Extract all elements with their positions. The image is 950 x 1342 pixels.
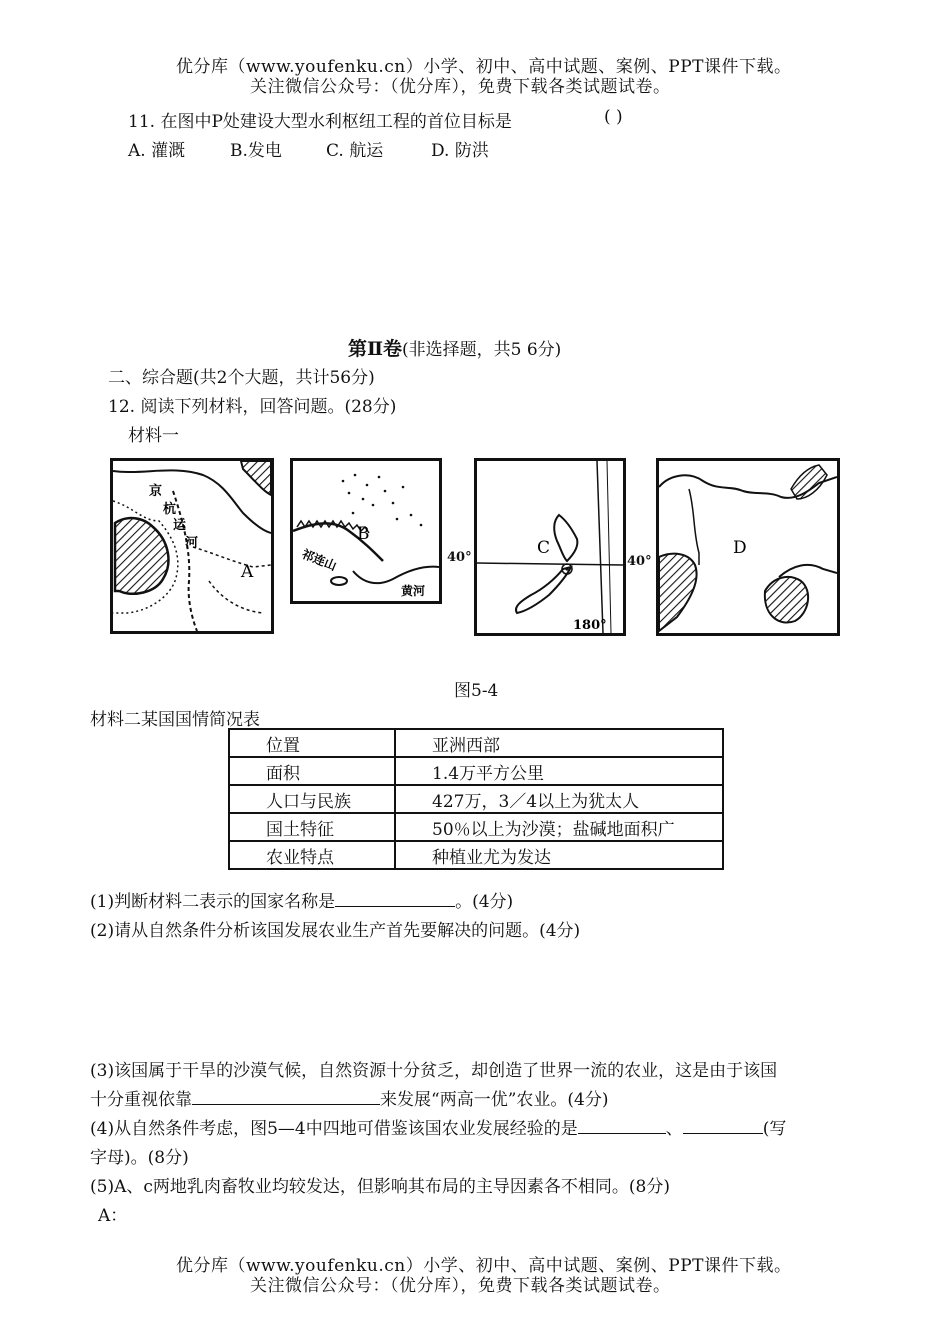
material1-label: 材料一 bbox=[128, 426, 179, 446]
material2-title: 材料二某国国情简况表 bbox=[90, 710, 260, 730]
question-4-line-1 bbox=[90, 1114, 786, 1139]
map-b-river: 黄河 bbox=[401, 584, 426, 598]
footer-line-1: 优分库（www.youfenku.cn）小学、初中、高中试题、案例、PPT课件下载。 bbox=[176, 1256, 792, 1276]
question-3-line-2 bbox=[90, 1085, 608, 1110]
figure-caption: 图5-4 bbox=[454, 681, 499, 701]
answer-blank-1[interactable] bbox=[335, 892, 455, 907]
map-a bbox=[110, 458, 274, 634]
table-key: 人口与民族 bbox=[229, 785, 395, 813]
question-5-answer-a: A： bbox=[98, 1206, 128, 1226]
table-value: 种植业尤为发达 bbox=[395, 841, 723, 869]
q11-option-b: B.发电 bbox=[230, 141, 282, 161]
question-2: (2)请从自然条件分析该国发展农业生产首先要解决的问题。(4分) bbox=[90, 921, 581, 941]
question-3-line-1: (3)该国属于干旱的沙漠气候，自然资源十分贫乏，却创造了世界一流的农业，这是由于该国 bbox=[90, 1061, 778, 1081]
map-a-label-3: 运 bbox=[173, 518, 187, 533]
header-line-1: 优分库（www.youfenku.cn）小学、初中、高中试题、案例、PPT课件下载。 bbox=[176, 57, 792, 77]
map-c bbox=[474, 458, 626, 636]
map-b-mountain: 祁连山 bbox=[299, 546, 339, 574]
map-a-label-2: 杭 bbox=[163, 502, 177, 517]
question-3-tail: 来发展“两高一优”农业。(4分) bbox=[380, 1090, 609, 1110]
map-b bbox=[290, 458, 442, 604]
q12-stem: 12. 阅读下列材料，回答问题。(28分) bbox=[108, 397, 397, 417]
question-1-text: (1)判断材料二表示的国家名称是 bbox=[90, 892, 336, 912]
q11-option-c: C. 航运 bbox=[326, 141, 384, 161]
answer-blank-3[interactable] bbox=[192, 1090, 380, 1105]
map-c-longitude: 180° bbox=[573, 618, 607, 633]
footer-line-2: 关注微信公众号：（优分库），免费下载各类试题试卷。 bbox=[250, 1276, 671, 1296]
question-1 bbox=[90, 887, 513, 912]
table-key: 位置 bbox=[229, 729, 395, 757]
table-row bbox=[229, 785, 723, 813]
map-a-letter: A bbox=[241, 562, 254, 582]
answer-blank-4b[interactable] bbox=[683, 1119, 763, 1134]
map-c-latitude-right: 40° bbox=[627, 554, 652, 569]
table-value: 50％以上为沙漠；盐碱地面积广 bbox=[395, 813, 723, 841]
map-b-letter: B bbox=[357, 524, 370, 544]
table-row bbox=[229, 841, 723, 869]
table-key: 国土特征 bbox=[229, 813, 395, 841]
question-3-text: 十分重视依靠 bbox=[90, 1090, 192, 1110]
map-a-label-4: 河 bbox=[185, 536, 199, 551]
part2-title bbox=[348, 334, 561, 361]
q11-bracket: ( ) bbox=[604, 107, 623, 127]
table-row bbox=[229, 757, 723, 785]
table-value: 427万，3／4以上为犹太人 bbox=[395, 785, 723, 813]
q11-option-d: D. 防洪 bbox=[431, 141, 489, 161]
answer-blank-4a[interactable] bbox=[578, 1119, 666, 1134]
table-value: 1.4万平方公里 bbox=[395, 757, 723, 785]
question-5: (5)A、c两地乳肉畜牧业均较发达，但影响其布局的主导因素各不相同。(8分) bbox=[90, 1177, 670, 1197]
q11-option-a: A. 灌溉 bbox=[128, 141, 186, 161]
question-4-tail: (写 bbox=[762, 1119, 787, 1139]
q11-stem: 11. 在图中P处建设大型水利枢纽工程的首位目标是 bbox=[128, 112, 512, 132]
question-4-line-2: 字母)。(8分) bbox=[90, 1148, 189, 1168]
table-value: 亚洲西部 bbox=[395, 729, 723, 757]
table-row bbox=[229, 813, 723, 841]
map-a-label-1: 京 bbox=[149, 484, 163, 499]
map-d bbox=[656, 458, 840, 636]
question-1-points: 。(4分) bbox=[455, 892, 514, 912]
question-4-text: (4)从自然条件考虑，图5—4中四地可借鉴该国农业发展经验的是 bbox=[90, 1119, 578, 1139]
country-info-table bbox=[228, 728, 724, 870]
section-heading: 二、综合题(共2个大题，共计56分) bbox=[108, 368, 375, 388]
part2-title-bold: 第Ⅱ卷 bbox=[348, 338, 403, 360]
table-key: 农业特点 bbox=[229, 841, 395, 869]
header-line-2: 关注微信公众号：（优分库），免费下载各类试题试卷。 bbox=[250, 77, 671, 97]
table-key: 面积 bbox=[229, 757, 395, 785]
map-c-latitude-left: 40° bbox=[447, 550, 472, 565]
map-c-letter: C bbox=[537, 538, 551, 558]
table-row bbox=[229, 729, 723, 757]
part2-title-rest: (非选择题，共5 6分) bbox=[402, 340, 562, 360]
question-4-separator: 、 bbox=[665, 1119, 683, 1139]
map-d-letter: D bbox=[733, 538, 747, 558]
